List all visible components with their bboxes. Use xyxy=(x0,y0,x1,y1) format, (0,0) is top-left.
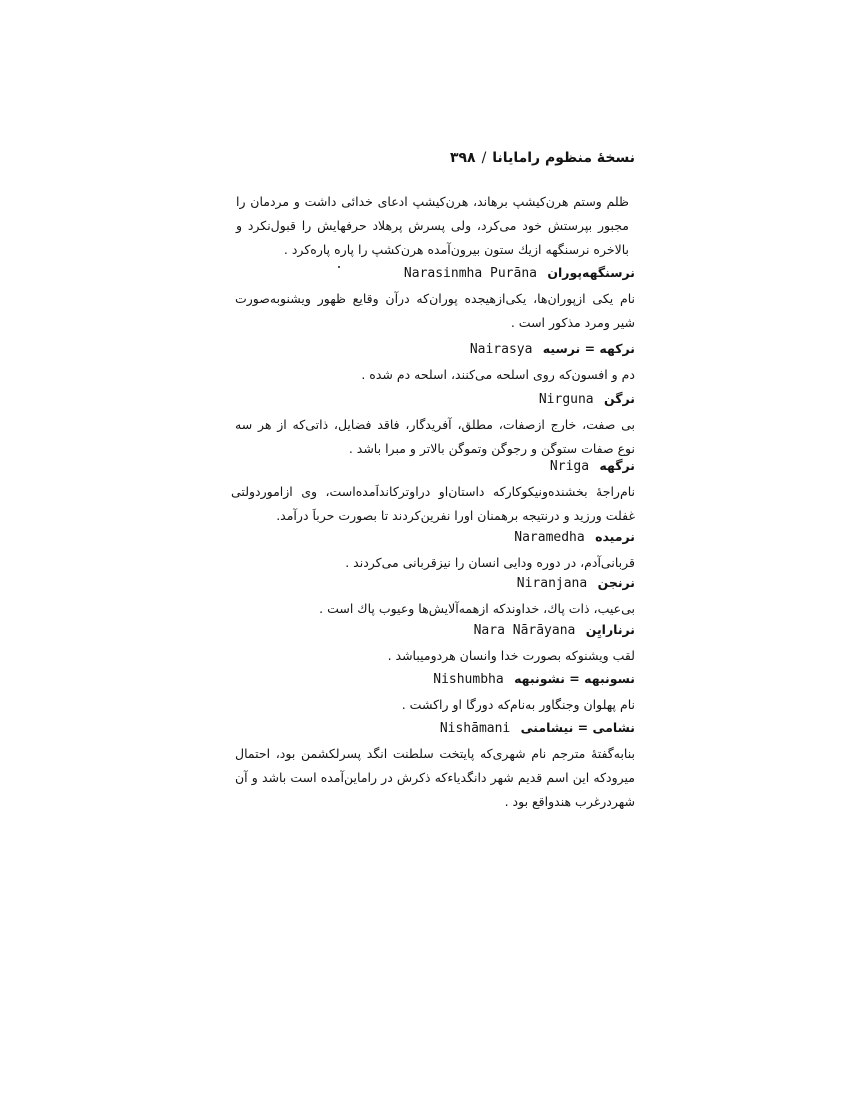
running-header-title: نسخهٔ منظوم رامایانا xyxy=(492,150,635,166)
entry-definition: لقب ویشنوکه بصورت خدا وانسان هردومیباشد . xyxy=(387,648,635,663)
headword-persian: نشامی = نیشامنی xyxy=(520,720,635,735)
headword-roman: Niranjana xyxy=(516,576,588,591)
entry-headword-line xyxy=(235,718,635,739)
entry-nishamani xyxy=(235,718,635,814)
entry-definition: قربانی‌آدم، در دوره ودایی انسان را نیزقربانی می‌کردند . xyxy=(345,555,635,570)
headword-persian: نرگهه xyxy=(599,458,635,473)
entry-headword-line xyxy=(235,389,635,410)
entry-headword-line xyxy=(235,527,635,548)
headword-persian: نرنارایِن xyxy=(585,622,635,637)
entry-definition: بی‌عیب، ذات پاك، خداوندکه ازهمه‌آلایش‌ها وعیوب پاك است . xyxy=(319,601,635,616)
intro-paragraph: ظلم وستم هرن‌کیشپ برهاند، هرن‌کیشپ ادعای خدائی داشت و مردمان را مجبور بپرستش خود می‌کرد، ولی پسرش پرهلاد حرفهایش را قبول‌نکرد و بالاخره نرسنگهه ازیك ستون بیرون‌آمده هرن‌کشپ را پاره پاره‌کرد . xyxy=(236,194,629,257)
entry-narasinmha-purana xyxy=(235,263,635,335)
entry-headword-line xyxy=(235,669,635,690)
entry-headword-line xyxy=(235,573,635,594)
entry-headword-line xyxy=(235,620,635,641)
headword-persian: نرمیده xyxy=(595,529,635,544)
entry-definition: نام‌راجهٔ بخشنده‌ونیکوکارکه داستان‌او دراوترکانداَمده‌است، وی ازاموردولتی غفلت ورزید و درنتیجه برهمنان اورا نفرین‌کردند تا بصورت حرباَ درآمد. xyxy=(231,484,635,523)
entry-headword-line xyxy=(235,339,635,360)
headword-roman: Nara Nārāyana xyxy=(473,623,576,638)
entry-niranjana xyxy=(235,573,635,621)
entry-naramedha xyxy=(235,527,635,575)
headword-roman: Naramedha xyxy=(514,530,585,545)
entry-definition: نام یکی ازپوران‌ها، یکی‌ازهیجده پوران‌که درآن وقایع ظهور ویشنوبه‌صورت شیر ومرد مذکور است . xyxy=(235,291,635,330)
headword-roman: Nirguna xyxy=(538,392,594,407)
entry-definition: بنابه‌گفتهٔ مترجم نام شهری‌که پایتخت سلطنت انگد پسرلکشمن بود، احتمال میرودکه این اسم قدیم شهر دانگدیاءکه ذکرش در راماین‌آمده است باشد و آن شهردرغرب هندواقع بود . xyxy=(235,746,635,809)
headword-roman: Narasinmha Purāna xyxy=(403,266,537,281)
page-number: ۳۹۸ xyxy=(449,150,476,166)
headword-roman: Nriga xyxy=(549,459,590,474)
entry-nairasya xyxy=(235,339,635,387)
entry-definition: بی صفت، خارج ازصفات، مطلق، آفریدگار، فاقد فضایل، ذاتی‌که از هر سه نوع صفات ستوگن و رجوگن وتموگن بالاتر و مبرا باشد . xyxy=(235,417,635,456)
headword-persian: نرکهه = نرسیه xyxy=(542,341,635,356)
headword-roman: Nishāmani xyxy=(439,721,511,736)
headword-roman: Nishumbha xyxy=(433,672,504,687)
headword-persian: نرنجن xyxy=(597,575,635,590)
entry-nishumbha xyxy=(235,669,635,717)
header-separator: / xyxy=(481,150,487,166)
entry-nirguna xyxy=(235,389,635,461)
headword-persian: نرسنگهه‌پوران xyxy=(547,265,635,280)
entry-headword-line xyxy=(231,456,635,477)
entry-definition: دم و افسون‌که روی اسلحه می‌کنند، اسلحه دم شده . xyxy=(361,367,635,382)
entry-headword-line xyxy=(235,263,635,284)
headword-persian: نسونبهه = نشونبهه xyxy=(514,671,635,686)
entry-nara-narayana xyxy=(235,620,635,668)
headword-roman: Nairasya xyxy=(469,342,533,357)
entry-nriga xyxy=(231,456,635,528)
entry-definition: نام پهلوان وجنگاور به‌نام‌که دورگا او راکشت . xyxy=(401,697,635,712)
running-header xyxy=(450,150,635,166)
headword-persian: نرگن xyxy=(604,391,635,406)
